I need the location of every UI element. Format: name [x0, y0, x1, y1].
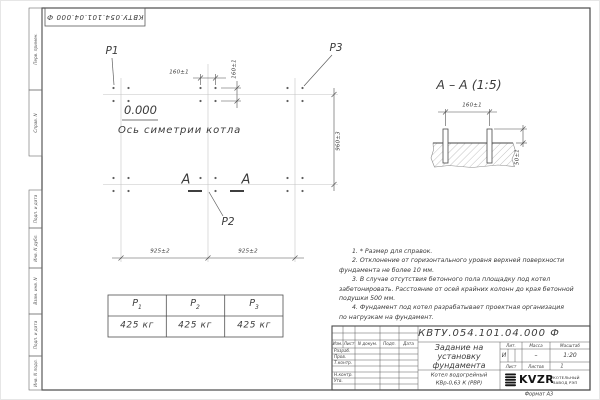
section-dimension-lines: [438, 109, 527, 147]
anchor-stud-right: [487, 129, 492, 163]
symmetry-axis-caption: Ось симетрии котла: [118, 125, 242, 136]
col-header-podp: Подп.: [383, 340, 396, 346]
doc-title-line3: фундамента: [432, 360, 486, 370]
dim-section-bolts-160: 160±1: [462, 102, 482, 109]
kvzr-logo-text: KVZR: [519, 373, 555, 386]
row-label-prov: Пров.: [334, 354, 347, 359]
load-table-value-p3: 425 кг: [237, 320, 271, 331]
load-point-p1-label: Р1: [105, 44, 119, 57]
company-name-line1: КОТЕЛЬНЫЙ: [553, 375, 580, 380]
anchor-stud-left: [443, 129, 448, 163]
section-view-title: А – А (1:5): [436, 76, 502, 92]
title-block-designation: КВТУ.054.101.04.000 Ф: [418, 328, 560, 339]
margin-label-podp-i-data-1: Подп. и дата: [32, 194, 38, 224]
load-table-header-p1: [132, 299, 142, 311]
company-name-line2: ЗАВОД РЭП: [553, 379, 578, 385]
masshtab-value: 1:20: [563, 352, 577, 359]
massa-value: –: [534, 352, 538, 359]
load-symbol: Р: [249, 298, 255, 310]
load-symbol: Р: [190, 298, 196, 310]
product-name-line1: Котел водогрейный: [430, 371, 488, 378]
technical-notes: [339, 247, 591, 322]
listov-value: 1: [560, 363, 564, 369]
row-label-razrab: Разраб.: [334, 348, 351, 353]
margin-label-podp-i-data-2: Подп. и дата: [32, 320, 38, 350]
margin-label-vzam-inv-n: Взам. инв. N: [32, 277, 38, 305]
doc-title-line2: установку: [437, 351, 481, 361]
load-point-p2-label: Р2: [221, 215, 235, 228]
col-header-n-dokum: N докум.: [357, 340, 378, 346]
dim-section-height-50: 50±1: [514, 149, 521, 165]
dim-bolt-spacing-vertical: 160±1: [231, 59, 238, 79]
note-line: 3. В случае отсутствия бетонного пола площадку под котел: [352, 276, 551, 284]
product-name-line2: КВр-0,63 К (РВР): [435, 379, 483, 386]
list-label: Лист: [505, 363, 517, 369]
sheet-edge: [1, 1, 600, 400]
load-table-header-p2: [190, 299, 200, 311]
col-header-list: Лист: [343, 340, 355, 346]
col-header-data: Дата: [403, 340, 414, 346]
load-table-value-p1: 425 кг: [120, 320, 154, 331]
load-table-header-p3: [249, 299, 259, 311]
note-line: подушки 500 мм.: [339, 295, 396, 303]
format-label: Формат А3: [524, 391, 554, 398]
massa-header: Масса: [529, 342, 543, 348]
load-symbol-index: 1: [137, 303, 142, 311]
section-cut-letter-right: А: [241, 172, 251, 188]
load-point-p3-label: Р3: [329, 41, 343, 54]
dim-span-925-left: 925±2: [150, 248, 170, 255]
col-header-izm: Изм.: [332, 340, 343, 346]
note-line: фундамента не более 10 мм.: [339, 266, 435, 274]
doc-title-line1: Задание на: [434, 342, 484, 352]
masshtab-header: Масштаб: [560, 342, 580, 348]
row-label-n-kontr: Н.контр.: [334, 372, 353, 377]
company-name: [553, 376, 580, 386]
load-symbol: Р: [132, 298, 138, 310]
lit-value: И: [501, 352, 507, 359]
lit-header: Лит.: [506, 342, 516, 348]
margin-label-perv-primen: Перв. примен.: [32, 33, 38, 65]
level-mark: 0.000: [124, 103, 157, 117]
load-symbol-index: 2: [195, 303, 200, 311]
note-line: 2. Отклонение от горизонтального уровня верхней поверхности: [352, 257, 565, 265]
load-table-value-p2: 425 кг: [178, 320, 212, 331]
section-view-geometry: [431, 109, 527, 168]
note-line: 4. Фундамент под котел разрабатывает проектная организация: [352, 304, 564, 312]
row-label-utv: Утв.: [334, 378, 343, 383]
note-line: по нагрузкам на фундамент.: [339, 313, 434, 321]
section-cut-letter-left: А: [181, 172, 191, 188]
corner-stamp-designation: КВТУ.054.101.04.000 Ф: [46, 13, 144, 21]
plan-axis-lines: [103, 64, 338, 262]
margin-label-inv-n-dubl: Инв. N дубл.: [32, 234, 38, 262]
note-line: забетонировать. Расстояние от осей крайних колонн до края бетонной: [339, 285, 574, 293]
dim-span-925-right: 925±2: [238, 248, 258, 255]
dim-row-spacing-960: 960±3: [335, 131, 342, 151]
row-label-t-kontr: Т.контр.: [334, 360, 353, 365]
margin-label-inv-n-podl: Инв. N подл.: [32, 359, 38, 387]
dim-bolt-spacing-horizontal: 160±1: [169, 69, 189, 76]
kvzr-logo-icon: [505, 374, 516, 387]
margin-label-sprav-n: Справ. N: [32, 113, 38, 133]
note-line: 1. * Размер для справок.: [352, 248, 433, 255]
load-symbol-index: 3: [254, 303, 259, 311]
listov-label: Листов: [528, 363, 544, 369]
